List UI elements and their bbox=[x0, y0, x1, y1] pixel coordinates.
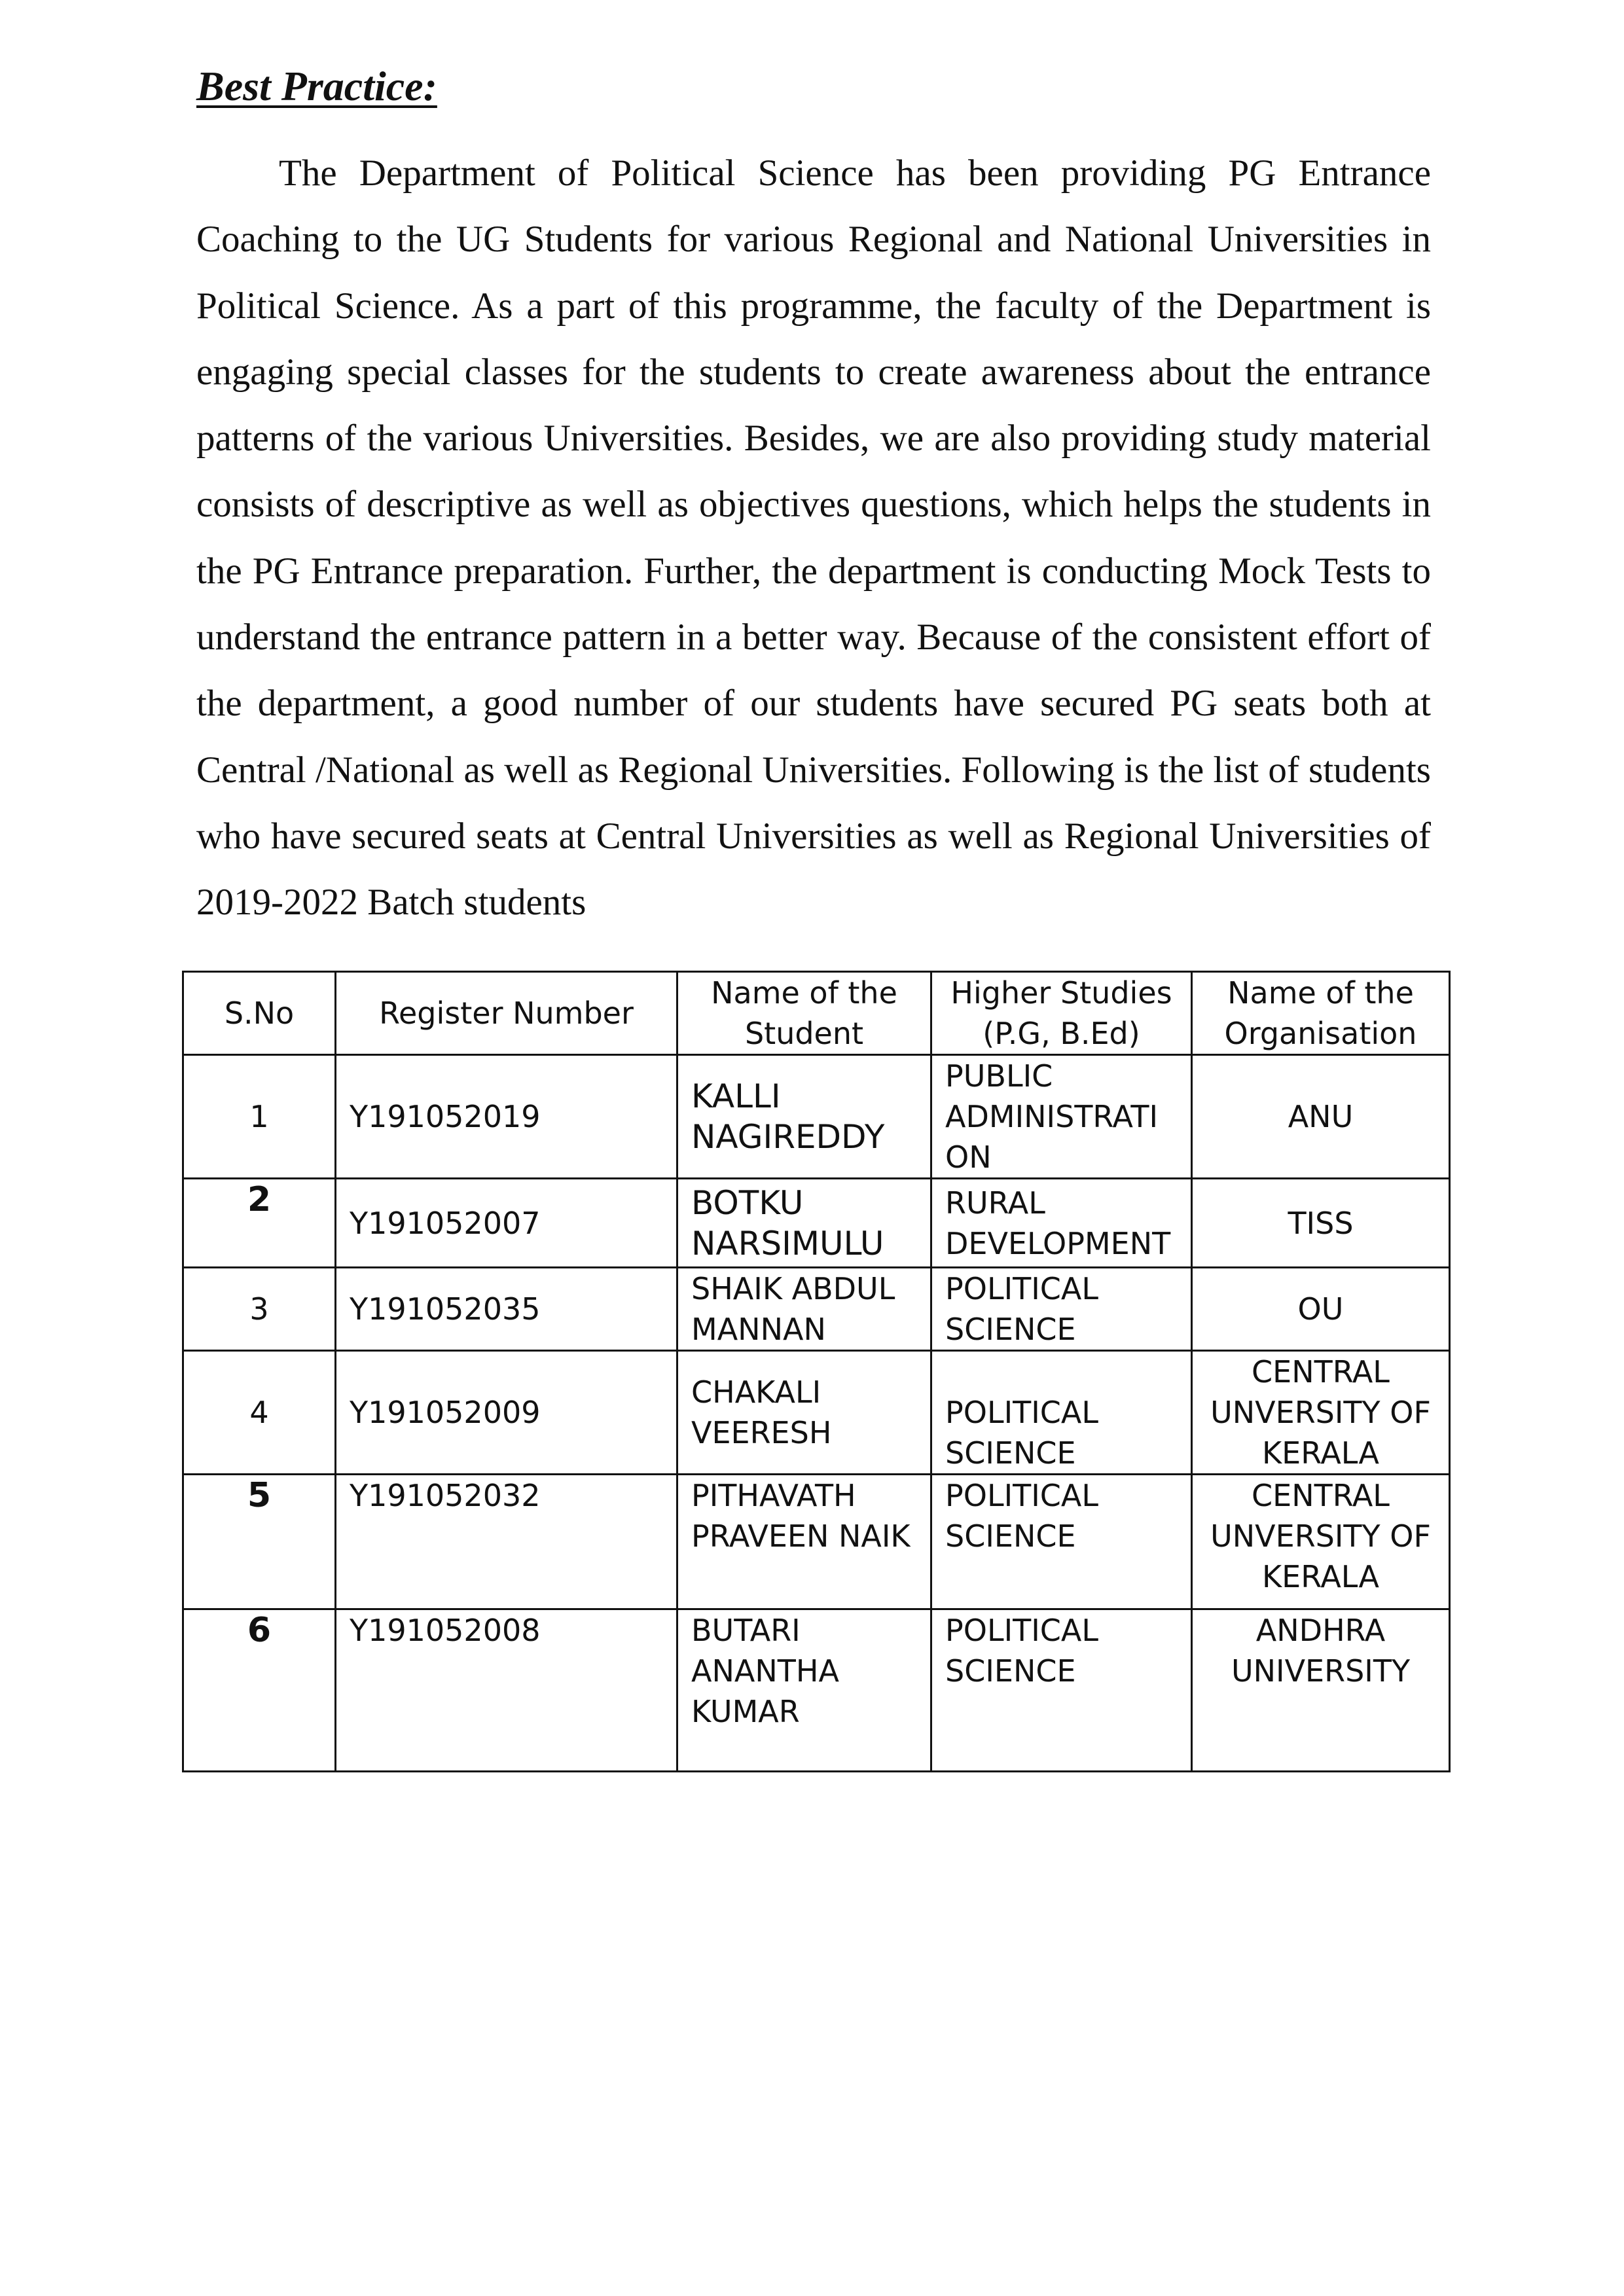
cell-organisation: ANDHRA UNIVERSITY bbox=[1192, 1609, 1450, 1772]
header-register-number: Register Number bbox=[336, 972, 677, 1055]
intro-paragraph: The Department of Political Science has been providing PG Entrance Coaching to the UG Students for various Regional and National Universities in Political Science. As a part of this programme, the faculty of the Department is engaging special classes for the students to create awareness about the entrance patterns of the various Universities. Besides, we are also providing study material consists of descriptive as well as objectives questions, which helps the students in the PG Entrance preparation. Further, the department is conducting Mock Tests to understand the entrance pattern in a better way. Because of the consistent effort of the department, a good number of our students have secured PG seats both at Central /National as well as Regional Universities. Following is the list of students who have secured seats at Central Universities as well as Regional Universities of 2019-2022 Batch students bbox=[196, 152, 1431, 924]
students-table-container bbox=[182, 971, 1451, 1772]
students-table bbox=[182, 971, 1451, 1772]
cell-sno: 1 bbox=[183, 1055, 336, 1179]
header-sno: S.No bbox=[183, 972, 336, 1055]
table-row bbox=[183, 1609, 1450, 1772]
cell-student-name: CHAKALI VEERESH bbox=[677, 1351, 931, 1475]
cell-organisation: ANU bbox=[1192, 1055, 1450, 1179]
cell-student-name: BOTKU NARSIMULU bbox=[677, 1179, 931, 1268]
cell-register-number: Y191052009 bbox=[336, 1351, 677, 1475]
table-row bbox=[183, 1268, 1450, 1351]
cell-sno: 3 bbox=[183, 1268, 336, 1351]
cell-sno: 6 bbox=[183, 1609, 336, 1772]
table-header-row bbox=[183, 972, 1450, 1055]
cell-register-number: Y191052032 bbox=[336, 1475, 677, 1609]
cell-higher-studies: RURAL DEVELOPMENT bbox=[931, 1179, 1192, 1268]
header-student-name: Name of the Student bbox=[677, 972, 931, 1055]
cell-organisation: OU bbox=[1192, 1268, 1450, 1351]
cell-register-number: Y191052008 bbox=[336, 1609, 677, 1772]
table-row bbox=[183, 1179, 1450, 1268]
header-organisation: Name of the Organisation bbox=[1192, 972, 1450, 1055]
cell-organisation: CENTRAL UNVERSITY OF KERALA bbox=[1192, 1475, 1450, 1609]
header-higher-studies: Higher Studies (P.G, B.Ed) bbox=[931, 972, 1192, 1055]
cell-higher-studies: POLITICAL SCIENCE bbox=[931, 1609, 1192, 1772]
cell-higher-studies: POLITICAL SCIENCE bbox=[931, 1351, 1192, 1475]
cell-student-name: PITHAVATH PRAVEEN NAIK bbox=[677, 1475, 931, 1609]
page-heading: Best Practice: bbox=[196, 63, 437, 109]
cell-register-number: Y191052019 bbox=[336, 1055, 677, 1179]
table-row bbox=[183, 1475, 1450, 1609]
cell-register-number: Y191052007 bbox=[336, 1179, 677, 1268]
cell-sno: 2 bbox=[183, 1179, 336, 1268]
cell-sno: 4 bbox=[183, 1351, 336, 1475]
table-row bbox=[183, 1351, 1450, 1475]
cell-higher-studies: POLITICAL SCIENCE bbox=[931, 1475, 1192, 1609]
table-row bbox=[183, 1055, 1450, 1179]
cell-register-number: Y191052035 bbox=[336, 1268, 677, 1351]
cell-higher-studies: PUBLIC ADMINISTRATION bbox=[931, 1055, 1192, 1179]
cell-higher-studies: POLITICAL SCIENCE bbox=[931, 1268, 1192, 1351]
cell-student-name: KALLI NAGIREDDY bbox=[677, 1055, 931, 1179]
cell-student-name: SHAIK ABDUL MANNAN bbox=[677, 1268, 931, 1351]
cell-sno: 5 bbox=[183, 1475, 336, 1609]
cell-student-name: BUTARI ANANTHA KUMAR bbox=[677, 1609, 931, 1772]
cell-organisation: TISS bbox=[1192, 1179, 1450, 1268]
cell-organisation: CENTRAL UNVERSITY OF KERALA bbox=[1192, 1351, 1450, 1475]
